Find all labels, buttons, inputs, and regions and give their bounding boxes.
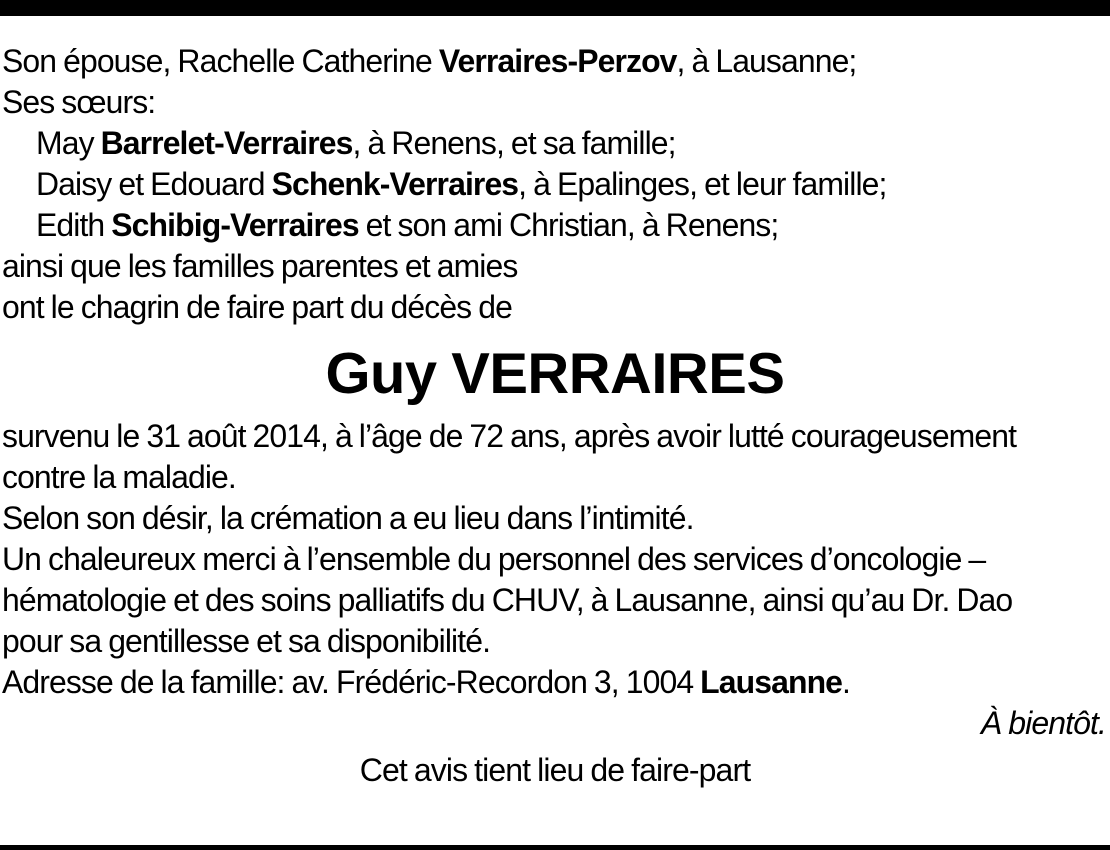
sister-line	[2, 205, 1108, 246]
sister-prefix: Edith	[36, 207, 112, 243]
sister-line	[2, 123, 1108, 164]
closing-note: Cet avis tient lieu de faire-part	[359, 752, 751, 788]
body-line: hématologie et des soins palliatifs du CHUV, à Lausanne, ainsi qu’au Dr. Dao	[2, 582, 1013, 618]
deceased-name: Guy VERRAIRES	[325, 342, 785, 406]
sister-surname: Schibig-Verraires	[111, 207, 359, 243]
sister-surname: Schenk-Verraires	[271, 166, 519, 202]
sister-prefix: Daisy et Edouard	[36, 166, 272, 202]
sister-line	[2, 164, 1108, 205]
sister-suffix: , à Renens, et sa famille;	[352, 125, 676, 161]
body-line: pour sa gentillesse et sa disponibilité.	[2, 623, 491, 659]
sister-suffix: et son ami Christian, à Renens;	[358, 207, 779, 243]
family-address	[2, 662, 1108, 703]
spouse-surname: Verraires-Perzov	[438, 43, 677, 79]
bottom-border-rule	[0, 845, 1110, 850]
body-line: survenu le 31 août 2014, à l’âge de 72 ans, après avoir lutté courageusement	[2, 418, 1017, 454]
relatives-line: ainsi que les familles parentes et amies	[2, 248, 518, 284]
body-line: Un chaleureux merci à l’ensemble du personnel des services d’oncologie –	[2, 541, 986, 577]
spouse-suffix: , à Lausanne;	[676, 43, 857, 79]
spouse-line	[2, 41, 1108, 82]
signoff: À bientôt.	[980, 705, 1106, 741]
top-border-rule	[0, 0, 1110, 16]
sister-surname: Barrelet-Verraires	[100, 125, 353, 161]
address-city: Lausanne	[700, 664, 843, 700]
sister-prefix: May	[36, 125, 101, 161]
sisters-heading: Ses sœurs:	[2, 84, 156, 120]
body-line: contre la maladie.	[2, 459, 236, 495]
body-line: Selon son désir, la crémation a eu lieu dans l’intimité.	[2, 500, 694, 536]
address-prefix: Adresse de la famille: av. Frédéric-Recordon 3, 1004	[2, 664, 701, 700]
death-notice	[2, 41, 1108, 791]
announcement-line: ont le chagrin de faire part du décès de	[2, 289, 512, 325]
spouse-prefix: Son épouse, Rachelle Catherine	[2, 43, 439, 79]
address-suffix: .	[842, 664, 851, 700]
sister-suffix: , à Epalinges, et leur famille;	[518, 166, 887, 202]
